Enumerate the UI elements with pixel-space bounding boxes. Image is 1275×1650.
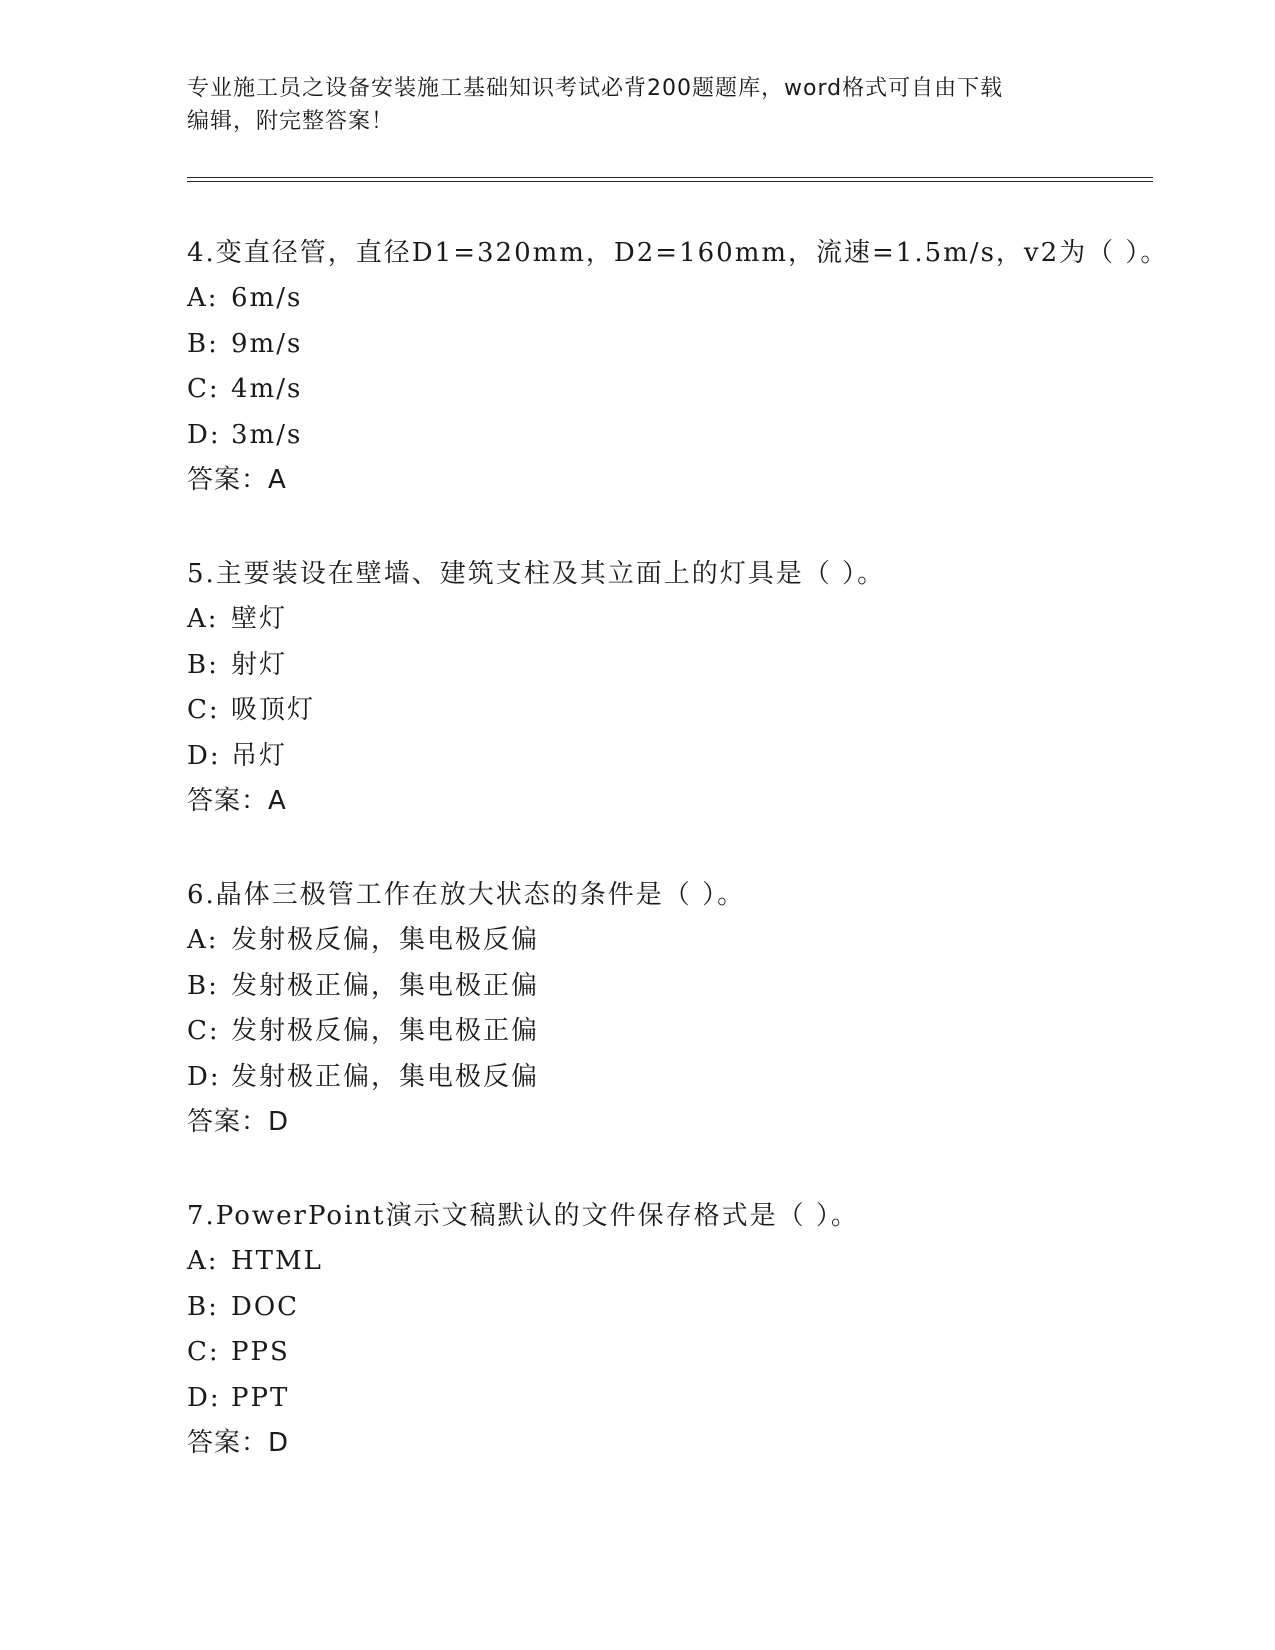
header-line-1: 专业施工员之设备安装施工基础知识考试必背200题题库，word格式可自由下载: [187, 76, 1004, 101]
question-7: [187, 1193, 1147, 1465]
question-title: 4.变直径管，直径D1=320mm，D2=160mm，流速=1.5m/s，v2为（ ）。: [187, 238, 1169, 268]
option-text: PPS: [231, 1337, 290, 1367]
option-label: A:: [187, 1246, 219, 1276]
option-text: PPT: [231, 1382, 290, 1413]
option-label: C:: [187, 374, 220, 404]
option-c: [187, 688, 1147, 734]
option-c: [187, 1009, 1147, 1055]
option-text: 吊灯: [231, 740, 288, 771]
option-label: A:: [187, 925, 219, 955]
option-b: [187, 1285, 1147, 1331]
option-text: 3m/s: [231, 419, 303, 450]
option-text: 发射极正偏，集电极正偏: [231, 970, 540, 1001]
option-text: 射灯: [231, 649, 288, 680]
option-d: [187, 413, 1147, 459]
option-text: 发射极反偏，集电极正偏: [231, 1016, 540, 1046]
option-c: [187, 367, 1147, 413]
option-text: 壁灯: [231, 604, 288, 634]
question-6: [187, 872, 1147, 1144]
option-label: B:: [187, 970, 219, 1001]
option-b: [187, 643, 1147, 689]
option-label: B:: [187, 649, 219, 680]
option-label: B:: [187, 328, 219, 359]
option-text: 发射极反偏，集电极反偏: [231, 925, 540, 955]
option-b: [187, 964, 1147, 1010]
option-c: [187, 1330, 1147, 1376]
answer-line: 答案：A: [187, 786, 287, 816]
answer-line: 答案：A: [187, 465, 287, 495]
option-a: [187, 276, 1147, 322]
option-text: 9m/s: [231, 328, 303, 359]
header-line-2: 编辑，附完整答案！: [187, 109, 395, 134]
answer-line: 答案：D: [187, 1107, 290, 1137]
header-divider-top: [187, 177, 1153, 178]
question-title: 5.主要装设在壁墙、建筑支柱及其立面上的灯具是（ ）。: [187, 559, 886, 589]
option-label: D:: [187, 740, 221, 771]
question-title: 6.晶体三极管工作在放大状态的条件是（ ）。: [187, 880, 746, 910]
option-text: HTML: [231, 1246, 323, 1276]
option-label: D:: [187, 1061, 221, 1092]
option-label: C:: [187, 1337, 220, 1367]
option-text: 6m/s: [231, 283, 303, 313]
answer-line: 答案：D: [187, 1428, 290, 1458]
option-a: [187, 1239, 1147, 1285]
option-text: 4m/s: [231, 374, 303, 404]
option-label: C:: [187, 1016, 220, 1046]
option-label: A:: [187, 604, 219, 634]
option-d: [187, 1055, 1147, 1101]
document-header: [187, 72, 1087, 138]
option-a: [187, 918, 1147, 964]
option-d: [187, 1376, 1147, 1422]
option-label: A:: [187, 283, 219, 313]
header-divider-bottom: [187, 181, 1153, 182]
option-text: 发射极正偏，集电极反偏: [231, 1061, 540, 1092]
option-b: [187, 322, 1147, 368]
option-d: [187, 734, 1147, 780]
question-4: [187, 230, 1169, 502]
question-5: [187, 551, 1147, 823]
option-text: 吸顶灯: [231, 695, 316, 725]
option-a: [187, 597, 1147, 643]
question-title: 7.PowerPoint演示文稿默认的文件保存格式是（ ）。: [187, 1201, 859, 1231]
option-label: B:: [187, 1291, 219, 1322]
option-label: C:: [187, 695, 220, 725]
option-text: DOC: [231, 1291, 300, 1322]
option-label: D:: [187, 1382, 221, 1413]
option-label: D:: [187, 419, 221, 450]
